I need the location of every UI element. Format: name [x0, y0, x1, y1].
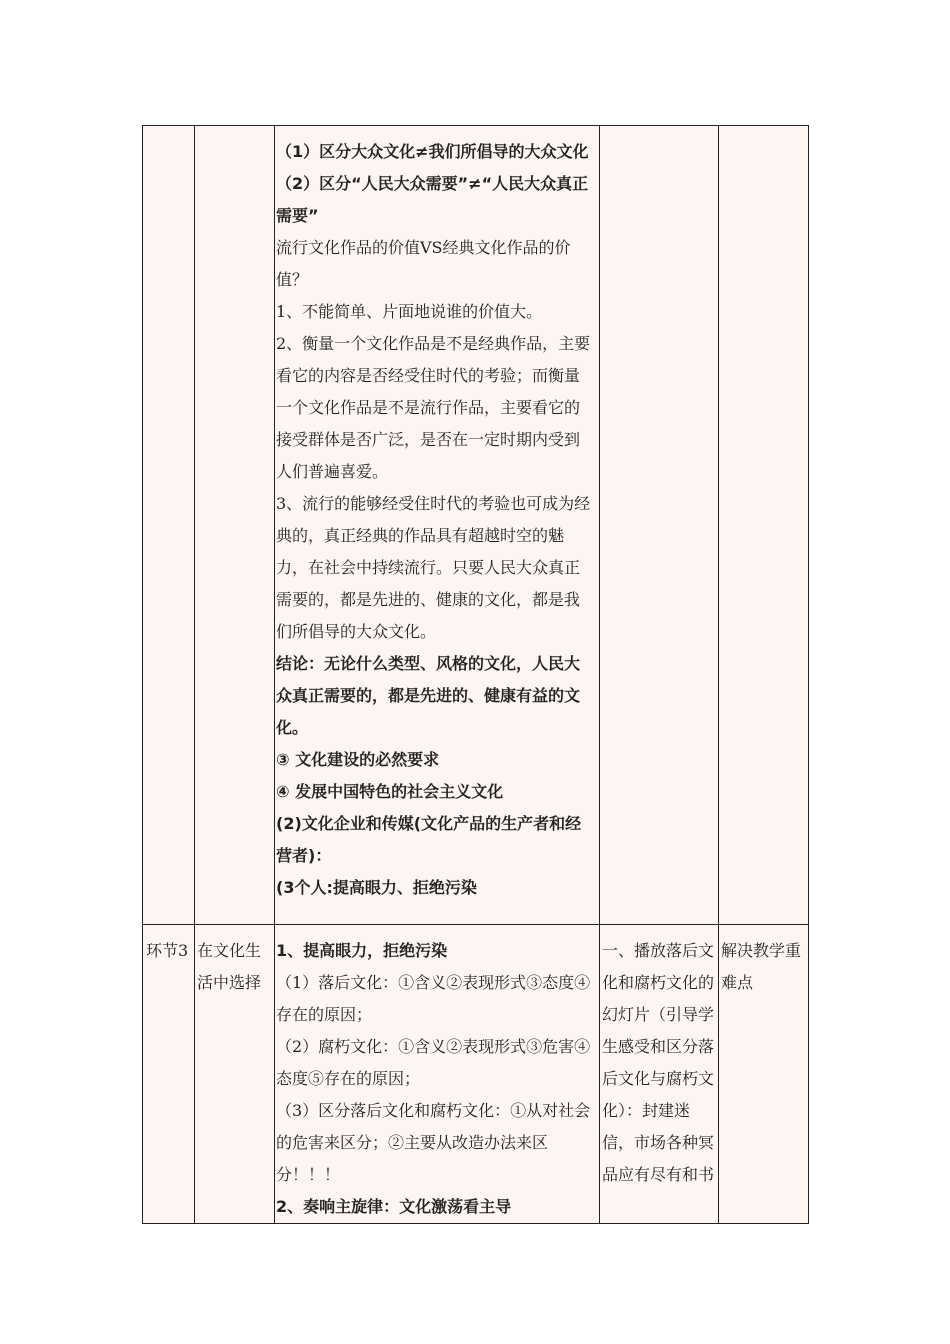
activity-cell — [600, 126, 719, 925]
content-line: （2）区分“人民大众需要”≠“人民大众真正需要” — [276, 174, 589, 225]
table-row — [143, 925, 809, 1224]
topic-cell — [195, 925, 275, 1224]
content-line: 3、流行的能够经受住时代的考验也可成为经典的，真正经典的作品具有超越时空的魅力，在社会中持续流行。只要人民大众真正需要的，都是先进的、健康的文化，都是我们所倡导的大众文化。 — [276, 494, 591, 641]
content-line: 流行文化作品的价值VS经典文化作品的价值？ — [276, 238, 571, 289]
purpose-text: 解决教学重难点 — [721, 941, 802, 992]
purpose-text — [719, 126, 808, 136]
content-line: 2、衡量一个文化作品是不是经典作品，主要看它的内容是否经受住时代的考验；而衡量一个文化作品是不是流行作品，主要看它的接受群体是否广泛，是否在一定时期内受到人们普遍喜爱。 — [276, 334, 591, 481]
purpose-cell — [719, 925, 809, 1224]
content-line: ④ 发展中国特色的社会主义文化 — [276, 782, 504, 801]
content-line: (3个人:提高眼力、拒绝污染 — [276, 878, 477, 897]
content-line: （1）区分大众文化≠我们所倡导的大众文化 — [276, 142, 589, 161]
stage-text: 环节3 — [146, 941, 189, 960]
content-line: （1）落后文化：①含义②表现形式③态度④存在的原因； — [276, 973, 591, 1024]
content-line: （3）区分落后文化和腐朽文化：①从对社会的危害来区分；②主要从改造办法来区分！！！ — [276, 1101, 591, 1184]
stage-cell — [143, 126, 195, 925]
activity-cell — [600, 925, 719, 1224]
topic-text — [195, 126, 274, 136]
purpose-cell — [719, 126, 809, 925]
content-line: ③ 文化建设的必然要求 — [276, 750, 440, 769]
lesson-plan-table — [142, 125, 809, 1224]
content-cell — [275, 126, 600, 925]
table-row — [143, 126, 809, 925]
content-line: （2）腐朽文化：①含义②表现形式③危害④态度⑤存在的原因； — [276, 1037, 591, 1088]
activity-text: 一、播放落后文化和腐朽文化的幻灯片（引导学生感受和区分落后文化与腐朽文化）：封建迷信，市场各种冥品应有尽有和书 — [602, 941, 715, 1184]
topic-cell — [195, 126, 275, 925]
content-cell — [275, 925, 600, 1224]
content-line: 1、不能简单、片面地说谁的价值大。 — [276, 302, 543, 321]
content-line: (2)文化企业和传媒(文化产品的生产者和经营者)： — [276, 814, 582, 865]
stage-text — [143, 126, 194, 136]
content-line: 2、奏响主旋律：文化激荡看主导 — [276, 1197, 512, 1216]
content-line: 1、提高眼力，拒绝污染 — [276, 941, 448, 960]
activity-text — [600, 126, 718, 136]
stage-cell — [143, 925, 195, 1224]
content-line: 结论：无论什么类型、风格的文化，人民大众真正需要的，都是先进的、健康有益的文化。 — [276, 654, 581, 737]
topic-text: 在文化生活中选择 — [197, 941, 262, 992]
